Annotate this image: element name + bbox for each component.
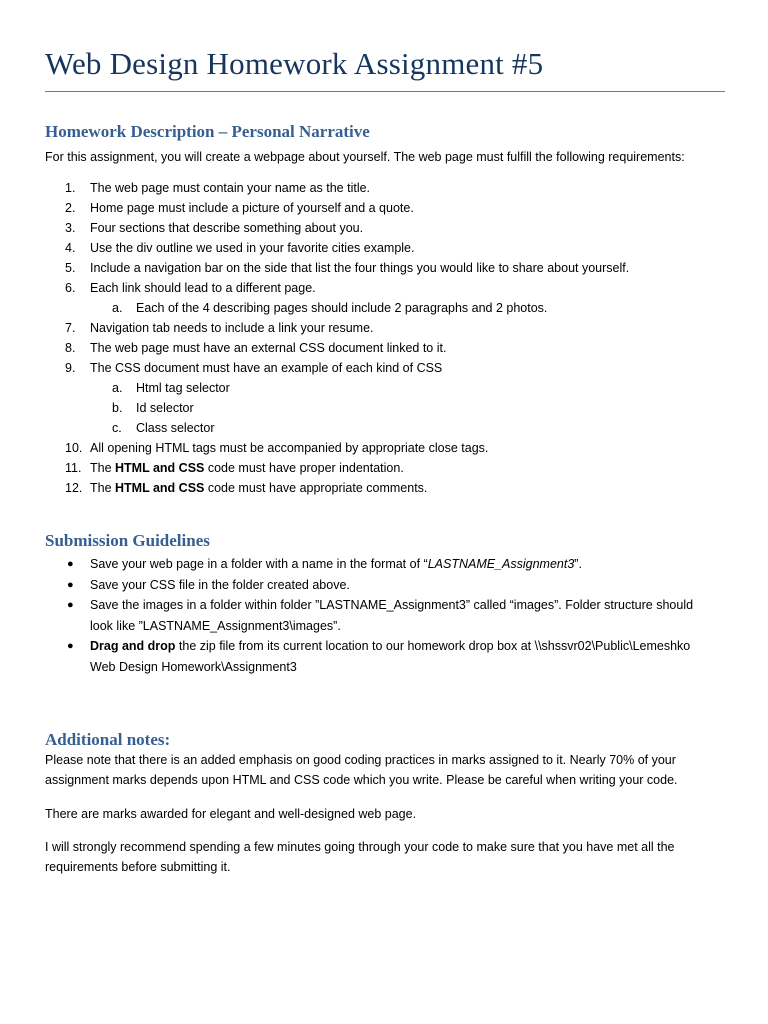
bullet-icon: ● — [67, 558, 74, 570]
bullet-icon: ● — [67, 599, 74, 611]
notes-paragraph-2: There are marks awarded for elegant and well-designed web page. — [45, 807, 417, 821]
title-underline — [45, 91, 725, 92]
list-item: ● Save your web page in a folder with a name in the format of “LASTNAME_Assignment3”. — [45, 554, 750, 575]
bullet-icon: ● — [67, 640, 74, 652]
submission-heading: Submission Guidelines — [45, 531, 210, 550]
list-item: ● Save your CSS file in the folder created above. — [45, 575, 750, 596]
notes-heading: Additional notes: — [45, 730, 171, 749]
description-heading: Homework Description – Personal Narrative — [45, 122, 370, 141]
bullet-icon: ● — [67, 578, 74, 591]
description-intro: For this assignment, you will create a webpage about yourself. The web page must fulfill the following requirements: — [45, 150, 685, 164]
submission-list — [45, 554, 750, 677]
notes-paragraph-3: I will strongly recommend spending a few minutes going through your code to make sure that you have met all the requirements before submitting it. — [45, 840, 675, 874]
list-item: ● Save the images in a folder within folder ”LASTNAME_Assignment3” called “images”. Folder structure should look like ”LASTNAME_Assignment3\images”. — [45, 595, 750, 636]
document-title: Web Design Homework Assignment #5 — [45, 46, 544, 81]
notes-paragraph-1: Please note that there is an added emphasis on good coding practices in marks assigned to it. Nearly 70% of your assignment marks depends upon HTML and CSS code which you write. Please be careful when writing your code. — [45, 753, 678, 787]
list-item: ● Drag and drop the zip file from its current location to our homework drop box at \\shssvr02\Public\Lemeshko Web Design Homework\Assignment3 — [45, 636, 750, 677]
